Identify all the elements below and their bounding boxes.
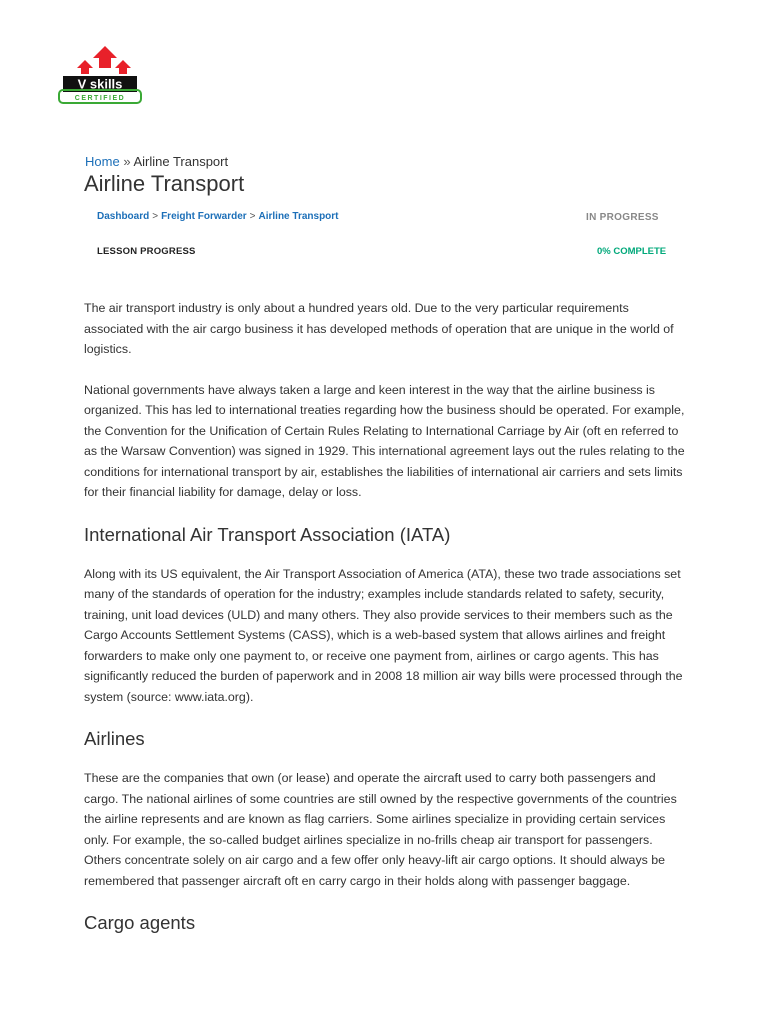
course-nav-dashboard-link[interactable]: Dashboard [97, 211, 150, 222]
section-heading-iata: International Air Transport Association (IATA) [84, 523, 451, 545]
content-paragraph: These are the companies that own (or lease) and operate the aircraft used to carry both passengers and cargo. The national airlines of some countries are still owned by the respective governments of the countries the airline represents and are known as flag carriers. Some airlines specialize in providing certain services only. For example, the so-called budget airlines specialize in no-frills cheap air transport for passengers. Others concentrate solely on air cargo and a few offer only heavy-lift air cargo options. It should always be remembered that passenger aircraft oft en carry cargo in their holds along with passenger baggage. [84, 771, 677, 888]
svg-text:CERTIFIED: CERTIFIED [74, 95, 126, 102]
course-nav-separator: > [249, 211, 256, 222]
lesson-progress-value: 0% COMPLETE [597, 246, 667, 257]
content-paragraph: The air transport industry is only about a hundred years old. Due to the very particular requirements associated with the air cargo business it has developed methods of operation that are unique in the world of logistics. [84, 301, 674, 356]
vskills-logo[interactable] [57, 46, 143, 106]
breadcrumb [85, 154, 228, 169]
content-paragraph: National governments have always taken a large and keen interest in the way that the airline business is organized. This has led to international treaties regarding how the business should be operated. For example, the Convention for the Unification of Certain Rules Relating to International Carriage by Air (oft en referred to as the Warsaw Convention) was signed in 1929. This international agreement lays out the rules relating to the conditions for international transport by air, establishes the liabilities of international air carriers and sets limits for their financial liability for damage, delay or loss. [84, 382, 685, 499]
course-nav-freight-forwarder-link[interactable]: Freight Forwarder [161, 211, 247, 222]
course-nav-separator: > [152, 211, 159, 222]
section-heading-airlines: Airlines [84, 728, 145, 749]
lesson-status-badge: IN PROGRESS [586, 212, 659, 223]
page-title: Airline Transport [84, 171, 245, 196]
course-nav-airline-transport-link[interactable]: Airline Transport [258, 211, 339, 222]
vskills-logo-icon [57, 46, 143, 106]
content-paragraph: Along with its US equivalent, the Air Transport Association of America (ATA), these two trade associations set many of the standards of operation for the industry; examples include standards related to safety, security, training, unit load devices (ULD) and many others. They also provide services to their members such as the Cargo Accounts Settlement Systems (CASS), which is a web-based system that allows airlines and freight forwarders to make only one payment to, or receive one payment from, airlines or cargo agents. This has significantly reduced the burden of paperwork and in 2008 18 million air way bills were processed through the system (source: www.iata.org). [84, 566, 683, 704]
breadcrumb-home-link[interactable]: Home [85, 154, 120, 169]
svg-text:V skills: V skills [77, 76, 123, 92]
breadcrumb-separator: » [123, 154, 131, 169]
section-heading-cargo-agents: Cargo agents [84, 912, 196, 933]
lesson-progress-label: LESSON PROGRESS [97, 246, 196, 257]
breadcrumb-current: Airline Transport [133, 154, 229, 169]
lesson-content [84, 298, 688, 952]
course-breadcrumb [97, 211, 339, 222]
